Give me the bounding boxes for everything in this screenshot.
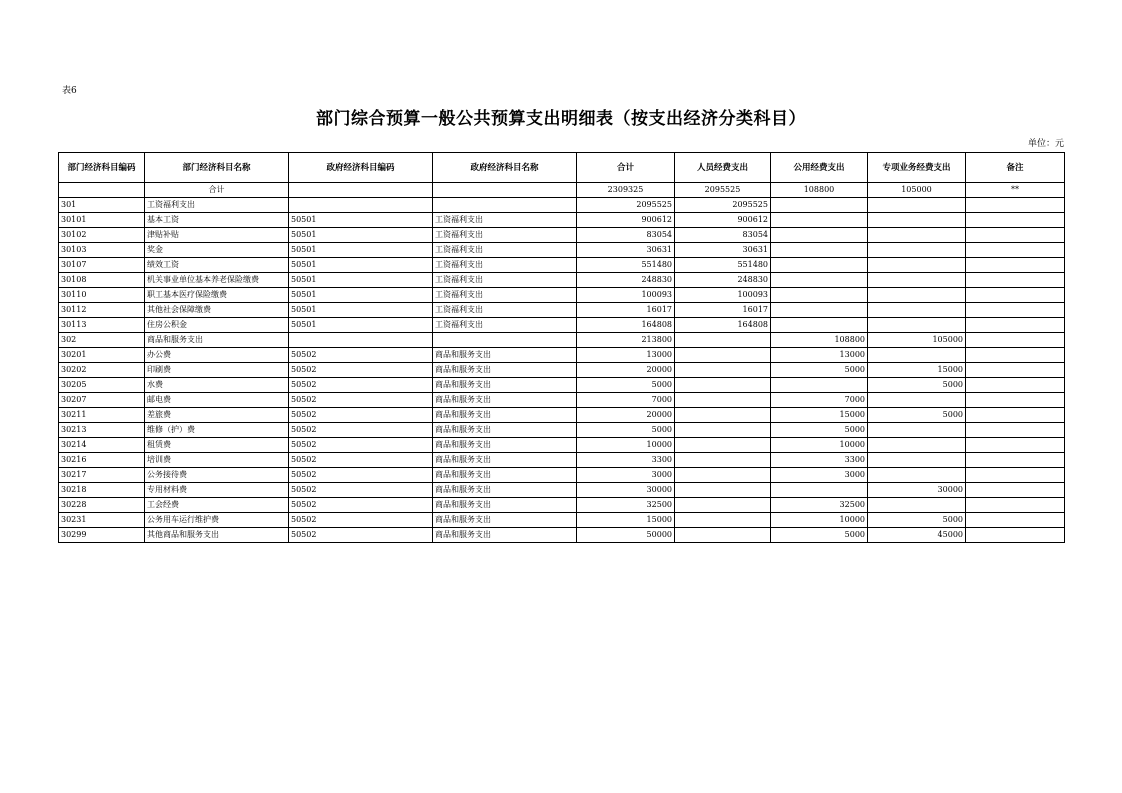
cell-public: 108800: [771, 333, 868, 348]
cell-personnel: 100093: [675, 288, 771, 303]
cell-personnel: [675, 528, 771, 543]
cell-gov-name: 商品和服务支出: [433, 438, 577, 453]
cell-total: 10000: [577, 438, 675, 453]
cell-dept-name: 工会经费: [145, 498, 289, 513]
cell-gov-code: [289, 333, 433, 348]
total-code: [59, 183, 145, 198]
cell-total: 16017: [577, 303, 675, 318]
cell-dept-code: 30216: [59, 453, 145, 468]
total-note: **: [966, 183, 1065, 198]
total-public: 108800: [771, 183, 868, 198]
header-gov-name: 政府经济科目名称: [433, 153, 577, 183]
cell-total: 30631: [577, 243, 675, 258]
cell-gov-name: [433, 333, 577, 348]
cell-dept-code: 30107: [59, 258, 145, 273]
cell-gov-code: 50501: [289, 243, 433, 258]
cell-gov-name: 商品和服务支出: [433, 378, 577, 393]
cell-special: [868, 303, 966, 318]
header-public: 公用经费支出: [771, 153, 868, 183]
cell-special: [868, 258, 966, 273]
cell-gov-code: 50502: [289, 393, 433, 408]
cell-dept-name: 公务用车运行维护费: [145, 513, 289, 528]
cell-dept-name: 水费: [145, 378, 289, 393]
cell-personnel: [675, 333, 771, 348]
table-row: [59, 198, 1065, 213]
cell-personnel: [675, 363, 771, 378]
table-row: [59, 348, 1065, 363]
cell-dept-code: 30113: [59, 318, 145, 333]
cell-personnel: [675, 453, 771, 468]
cell-public: 5000: [771, 423, 868, 438]
cell-gov-code: 50501: [289, 258, 433, 273]
cell-note: [966, 198, 1065, 213]
cell-note: [966, 528, 1065, 543]
cell-note: [966, 378, 1065, 393]
cell-special: [868, 213, 966, 228]
cell-total: 3000: [577, 468, 675, 483]
cell-gov-code: 50502: [289, 423, 433, 438]
cell-dept-name: 其他社会保障缴费: [145, 303, 289, 318]
cell-note: [966, 303, 1065, 318]
table-row: [59, 363, 1065, 378]
cell-personnel: 83054: [675, 228, 771, 243]
cell-special: [868, 288, 966, 303]
cell-gov-name: 商品和服务支出: [433, 483, 577, 498]
total-label: 合计: [145, 183, 289, 198]
cell-dept-code: 30217: [59, 468, 145, 483]
cell-personnel: [675, 393, 771, 408]
cell-total: 20000: [577, 363, 675, 378]
cell-note: [966, 408, 1065, 423]
table-row: [59, 393, 1065, 408]
table-row: [59, 498, 1065, 513]
cell-personnel: 2095525: [675, 198, 771, 213]
cell-note: [966, 243, 1065, 258]
cell-gov-name: 商品和服务支出: [433, 363, 577, 378]
cell-dept-code: 30228: [59, 498, 145, 513]
cell-gov-code: 50502: [289, 438, 433, 453]
table-row: [59, 258, 1065, 273]
cell-note: [966, 363, 1065, 378]
cell-note: [966, 423, 1065, 438]
cell-total: 164808: [577, 318, 675, 333]
cell-note: [966, 228, 1065, 243]
table-row: [59, 468, 1065, 483]
unit-label: 单位：元: [1027, 139, 1064, 149]
cell-note: [966, 213, 1065, 228]
cell-dept-name: 商品和服务支出: [145, 333, 289, 348]
cell-special: [868, 228, 966, 243]
cell-total: 551480: [577, 258, 675, 273]
cell-dept-name: 机关事业单位基本养老保险缴费: [145, 273, 289, 288]
cell-special: [868, 348, 966, 363]
cell-total: 100093: [577, 288, 675, 303]
cell-public: 32500: [771, 498, 868, 513]
cell-gov-code: 50501: [289, 228, 433, 243]
cell-special: [868, 243, 966, 258]
cell-special: 15000: [868, 363, 966, 378]
cell-public: [771, 243, 868, 258]
cell-dept-name: 津贴补贴: [145, 228, 289, 243]
cell-special: [868, 423, 966, 438]
cell-dept-code: 30214: [59, 438, 145, 453]
page-title: 部门综合预算一般公共预算支出明细表（按支出经济分类科目）: [316, 109, 806, 129]
cell-dept-name: 印刷费: [145, 363, 289, 378]
cell-gov-code: 50501: [289, 288, 433, 303]
cell-gov-code: 50502: [289, 453, 433, 468]
header-dept-name: 部门经济科目名称: [145, 153, 289, 183]
table-row: [59, 483, 1065, 498]
cell-dept-name: 住房公积金: [145, 318, 289, 333]
cell-gov-code: 50502: [289, 378, 433, 393]
cell-dept-name: 维修（护）费: [145, 423, 289, 438]
cell-dept-code: 30231: [59, 513, 145, 528]
header-total: 合计: [577, 153, 675, 183]
cell-gov-name: 商品和服务支出: [433, 348, 577, 363]
cell-total: 50000: [577, 528, 675, 543]
cell-dept-name: 培训费: [145, 453, 289, 468]
cell-gov-name: 工资福利支出: [433, 303, 577, 318]
cell-special: [868, 453, 966, 468]
cell-personnel: 248830: [675, 273, 771, 288]
cell-public: [771, 288, 868, 303]
cell-special: 5000: [868, 378, 966, 393]
cell-personnel: [675, 378, 771, 393]
cell-gov-name: 商品和服务支出: [433, 468, 577, 483]
header-note: 备注: [966, 153, 1065, 183]
cell-gov-name: 商品和服务支出: [433, 408, 577, 423]
cell-special: 30000: [868, 483, 966, 498]
cell-personnel: 551480: [675, 258, 771, 273]
cell-personnel: [675, 348, 771, 363]
cell-gov-name: [433, 198, 577, 213]
header-gov-code: 政府经济科目编码: [289, 153, 433, 183]
cell-gov-code: 50502: [289, 468, 433, 483]
cell-gov-name: 工资福利支出: [433, 318, 577, 333]
cell-dept-code: 30211: [59, 408, 145, 423]
cell-dept-name: 邮电费: [145, 393, 289, 408]
cell-dept-code: 30112: [59, 303, 145, 318]
cell-total: 30000: [577, 483, 675, 498]
cell-total: 900612: [577, 213, 675, 228]
table-row: [59, 438, 1065, 453]
cell-dept-code: 30207: [59, 393, 145, 408]
cell-gov-code: 50502: [289, 408, 433, 423]
cell-public: [771, 213, 868, 228]
cell-note: [966, 348, 1065, 363]
cell-public: 15000: [771, 408, 868, 423]
cell-total: 15000: [577, 513, 675, 528]
table-row: [59, 213, 1065, 228]
cell-gov-code: 50502: [289, 528, 433, 543]
cell-gov-code: 50501: [289, 273, 433, 288]
cell-dept-code: 30202: [59, 363, 145, 378]
cell-gov-name: 商品和服务支出: [433, 423, 577, 438]
cell-special: 45000: [868, 528, 966, 543]
cell-special: [868, 438, 966, 453]
cell-note: [966, 453, 1065, 468]
cell-dept-name: 职工基本医疗保险缴费: [145, 288, 289, 303]
cell-special: 5000: [868, 513, 966, 528]
cell-dept-name: 奖金: [145, 243, 289, 258]
cell-public: 5000: [771, 528, 868, 543]
cell-total: 20000: [577, 408, 675, 423]
cell-note: [966, 318, 1065, 333]
table-row: [59, 453, 1065, 468]
cell-gov-name: 工资福利支出: [433, 258, 577, 273]
cell-note: [966, 468, 1065, 483]
cell-personnel: 900612: [675, 213, 771, 228]
cell-note: [966, 333, 1065, 348]
cell-dept-code: 30110: [59, 288, 145, 303]
cell-personnel: [675, 468, 771, 483]
cell-public: [771, 378, 868, 393]
cell-gov-code: 50502: [289, 348, 433, 363]
cell-gov-name: 商品和服务支出: [433, 513, 577, 528]
cell-gov-name: 工资福利支出: [433, 213, 577, 228]
cell-gov-name: 工资福利支出: [433, 243, 577, 258]
cell-special: 5000: [868, 408, 966, 423]
cell-personnel: 16017: [675, 303, 771, 318]
table-row: [59, 288, 1065, 303]
cell-public: [771, 228, 868, 243]
cell-total: 7000: [577, 393, 675, 408]
cell-special: [868, 468, 966, 483]
cell-total: 32500: [577, 498, 675, 513]
cell-personnel: [675, 423, 771, 438]
table-row: [59, 513, 1065, 528]
cell-total: 248830: [577, 273, 675, 288]
cell-dept-code: 302: [59, 333, 145, 348]
cell-special: [868, 498, 966, 513]
cell-special: 105000: [868, 333, 966, 348]
total-personnel: 2095525: [675, 183, 771, 198]
cell-gov-code: 50502: [289, 498, 433, 513]
total-amount: 2309325: [577, 183, 675, 198]
cell-gov-name: 商品和服务支出: [433, 453, 577, 468]
cell-dept-name: 工资福利支出: [145, 198, 289, 213]
cell-gov-code: 50501: [289, 318, 433, 333]
cell-note: [966, 273, 1065, 288]
cell-dept-code: 30201: [59, 348, 145, 363]
cell-gov-code: 50502: [289, 483, 433, 498]
cell-dept-code: 30205: [59, 378, 145, 393]
cell-note: [966, 483, 1065, 498]
header-personnel: 人员经费支出: [675, 153, 771, 183]
total-row: [59, 183, 1065, 198]
cell-total: 2095525: [577, 198, 675, 213]
cell-gov-code: 50501: [289, 303, 433, 318]
cell-public: [771, 273, 868, 288]
cell-personnel: [675, 438, 771, 453]
cell-note: [966, 393, 1065, 408]
cell-special: [868, 393, 966, 408]
cell-public: [771, 318, 868, 333]
cell-dept-name: 其他商品和服务支出: [145, 528, 289, 543]
cell-public: [771, 483, 868, 498]
cell-special: [868, 198, 966, 213]
budget-table: [58, 152, 1065, 543]
table-row: [59, 273, 1065, 288]
cell-special: [868, 273, 966, 288]
cell-dept-name: 基本工资: [145, 213, 289, 228]
cell-public: [771, 258, 868, 273]
cell-dept-code: 30218: [59, 483, 145, 498]
cell-personnel: [675, 513, 771, 528]
header-row: [59, 153, 1065, 183]
table-row: [59, 423, 1065, 438]
cell-public: 7000: [771, 393, 868, 408]
cell-dept-code: 30213: [59, 423, 145, 438]
cell-gov-name: 商品和服务支出: [433, 393, 577, 408]
table-row: [59, 378, 1065, 393]
cell-note: [966, 438, 1065, 453]
cell-note: [966, 258, 1065, 273]
cell-gov-name: 工资福利支出: [433, 273, 577, 288]
cell-note: [966, 513, 1065, 528]
cell-public: 3300: [771, 453, 868, 468]
cell-gov-name: 工资福利支出: [433, 288, 577, 303]
cell-gov-code: 50502: [289, 363, 433, 378]
header-special: 专项业务经费支出: [868, 153, 966, 183]
cell-public: [771, 303, 868, 318]
cell-dept-code: 301: [59, 198, 145, 213]
table-row: [59, 333, 1065, 348]
cell-total: 5000: [577, 423, 675, 438]
cell-personnel: [675, 408, 771, 423]
cell-gov-code: 50502: [289, 513, 433, 528]
table-row: [59, 408, 1065, 423]
total-gov-name: [433, 183, 577, 198]
header-dept-code: 部门经济科目编码: [59, 153, 145, 183]
total-gov-code: [289, 183, 433, 198]
cell-total: 5000: [577, 378, 675, 393]
cell-dept-name: 绩效工资: [145, 258, 289, 273]
cell-gov-name: 商品和服务支出: [433, 498, 577, 513]
cell-dept-code: 30101: [59, 213, 145, 228]
cell-dept-code: 30108: [59, 273, 145, 288]
cell-personnel: [675, 498, 771, 513]
cell-dept-name: 租赁费: [145, 438, 289, 453]
cell-personnel: 164808: [675, 318, 771, 333]
cell-note: [966, 498, 1065, 513]
cell-dept-code: 30102: [59, 228, 145, 243]
total-special: 105000: [868, 183, 966, 198]
cell-gov-code: [289, 198, 433, 213]
cell-public: [771, 198, 868, 213]
cell-public: 10000: [771, 513, 868, 528]
cell-total: 13000: [577, 348, 675, 363]
cell-dept-name: 专用材料费: [145, 483, 289, 498]
cell-dept-code: 30299: [59, 528, 145, 543]
cell-note: [966, 288, 1065, 303]
table-row: [59, 228, 1065, 243]
cell-public: 5000: [771, 363, 868, 378]
cell-dept-name: 公务接待费: [145, 468, 289, 483]
cell-gov-name: 商品和服务支出: [433, 528, 577, 543]
cell-public: 13000: [771, 348, 868, 363]
cell-public: 3000: [771, 468, 868, 483]
cell-total: 3300: [577, 453, 675, 468]
cell-special: [868, 318, 966, 333]
table-row: [59, 243, 1065, 258]
table-number: 表6: [62, 86, 77, 96]
table-row: [59, 318, 1065, 333]
cell-total: 83054: [577, 228, 675, 243]
cell-gov-name: 工资福利支出: [433, 228, 577, 243]
cell-public: 10000: [771, 438, 868, 453]
cell-dept-name: 办公费: [145, 348, 289, 363]
cell-dept-code: 30103: [59, 243, 145, 258]
cell-total: 213800: [577, 333, 675, 348]
table-row: [59, 303, 1065, 318]
cell-personnel: 30631: [675, 243, 771, 258]
cell-gov-code: 50501: [289, 213, 433, 228]
cell-dept-name: 差旅费: [145, 408, 289, 423]
cell-personnel: [675, 483, 771, 498]
table-row: [59, 528, 1065, 543]
